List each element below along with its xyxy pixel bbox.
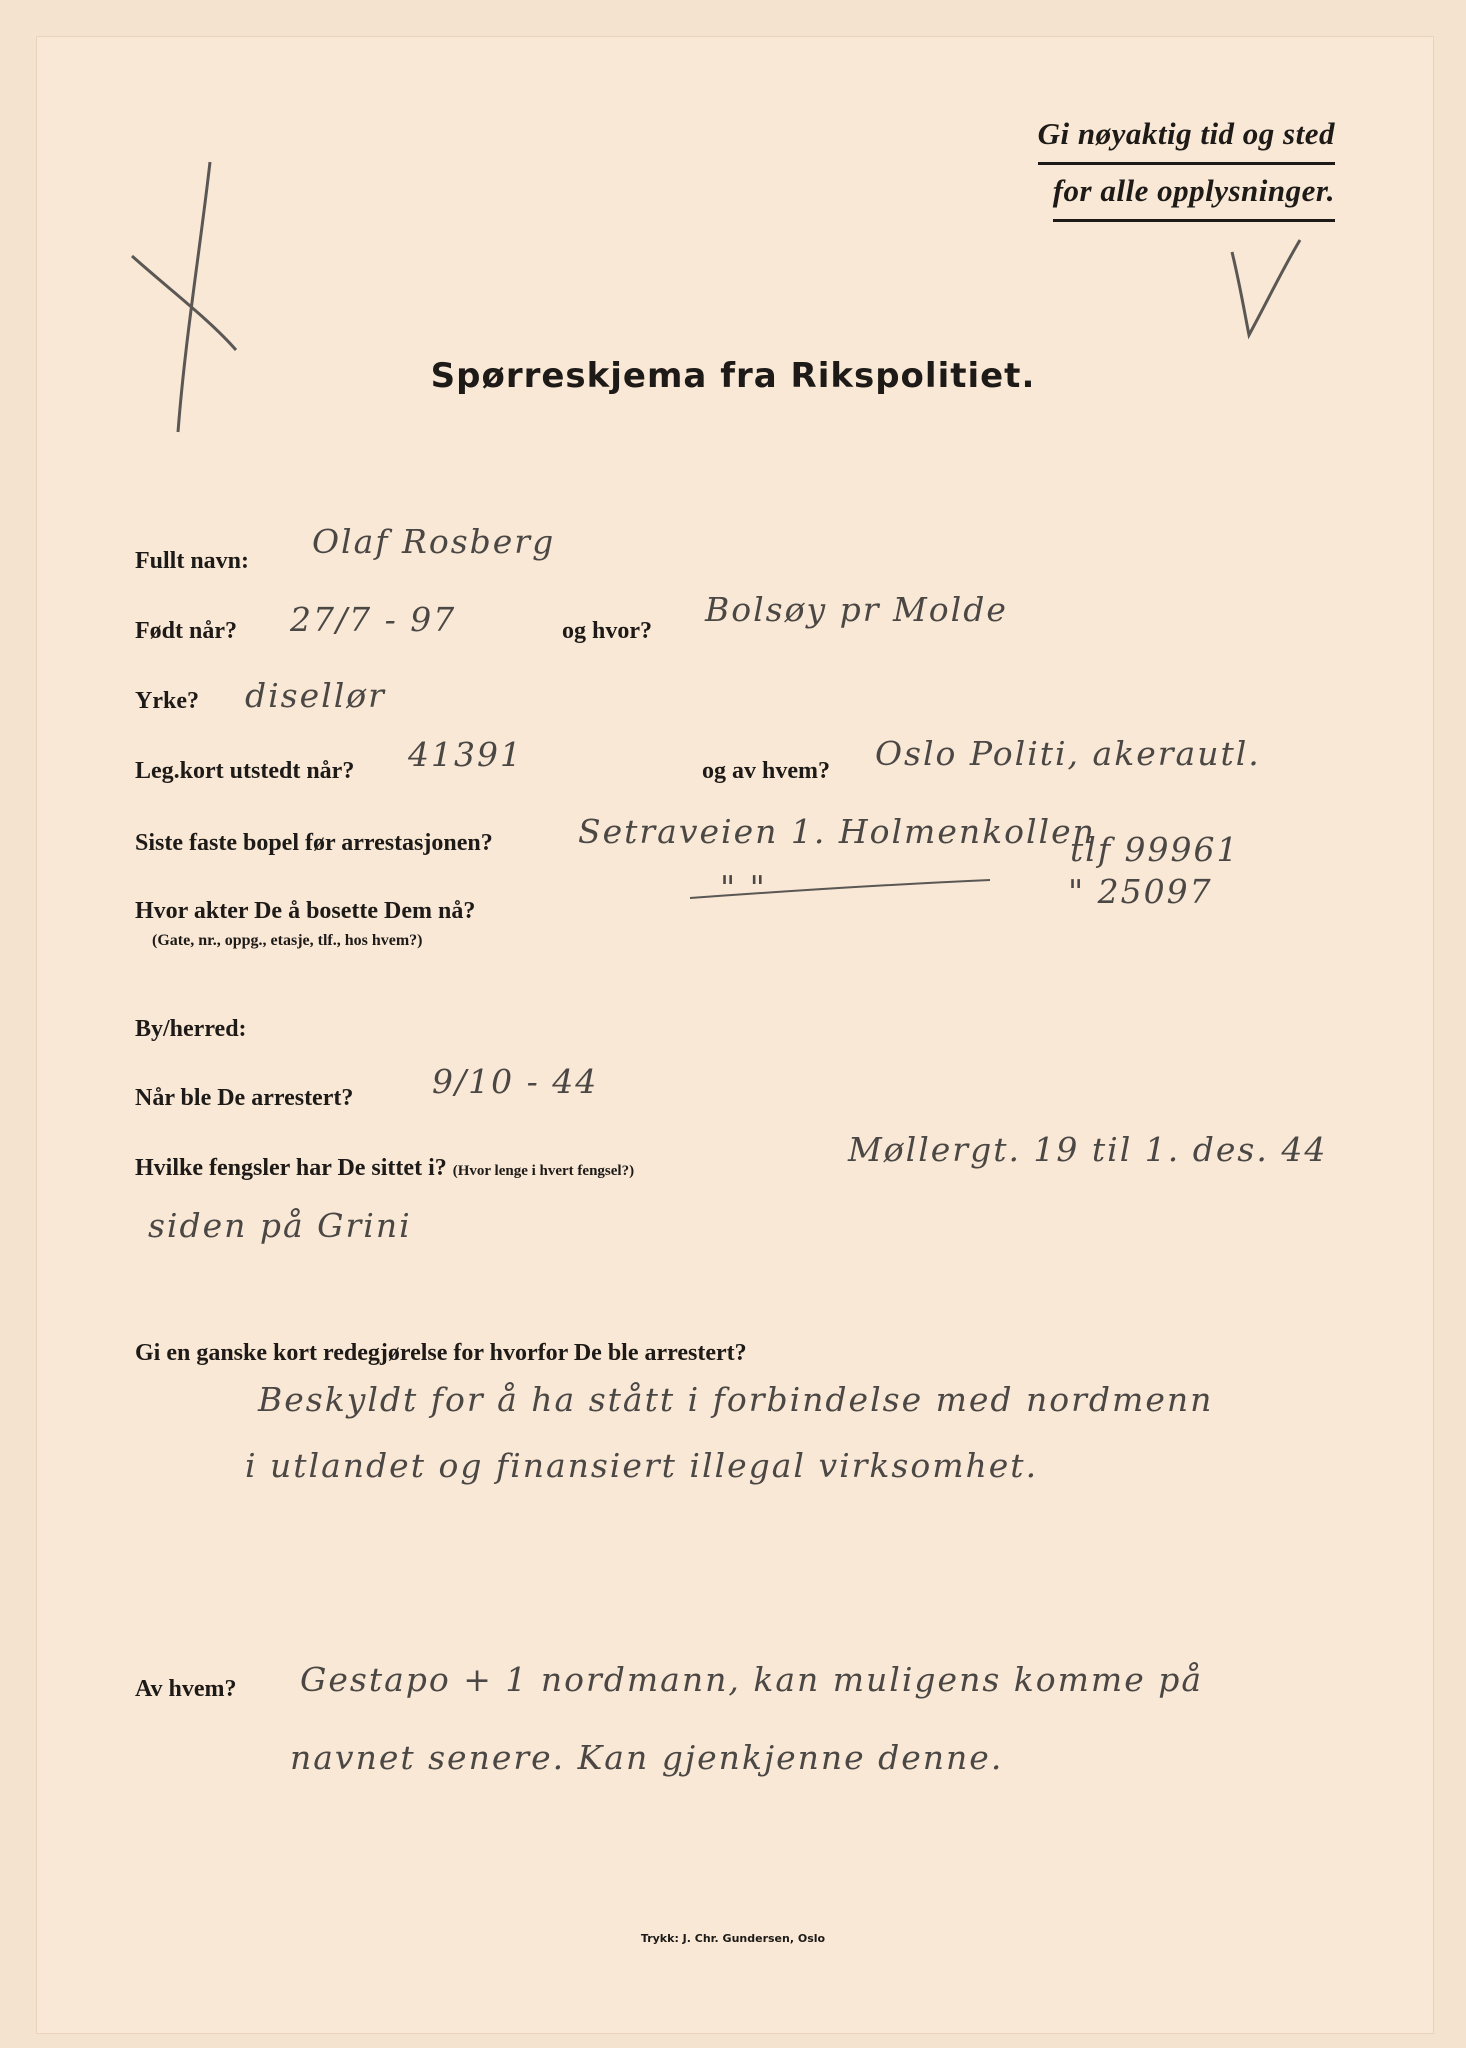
municipality-label: By/herred:: [135, 1016, 247, 1042]
prisons-label: [135, 1155, 634, 1182]
born-when-label: Født når?: [135, 618, 237, 644]
reason-value-line-1: Beskyldt for å ha stått i forbindelse med nordmenn: [258, 1380, 1214, 1419]
notice-line-1: Gi nøyaktig tid og sted: [1038, 108, 1335, 165]
settle-phone: " 25097: [1068, 872, 1213, 911]
prisons-value-line-2: siden på Grini: [148, 1206, 412, 1245]
id-issued-label: Leg.kort utstedt når?: [135, 758, 355, 784]
id-issuer-value: Oslo Politi, akerautl.: [875, 734, 1261, 773]
by-whom-value-line-1: Gestapo + 1 nordmann, kan muligens komme på: [300, 1660, 1204, 1699]
arrested-label: Når ble De arrestert?: [135, 1085, 354, 1111]
prisons-label-text: Hvilke fengsler har De sittet i?: [135, 1155, 447, 1181]
notice-line-2: for alle opplysninger.: [1053, 165, 1335, 222]
born-where-value: Bolsøy pr Molde: [705, 590, 1008, 629]
prisons-sublabel: (Hvor lenge i hvert fengsel?): [452, 1163, 635, 1179]
settle-label: Hvor akter De å bosette Dem nå?: [135, 898, 476, 924]
id-issuer-label: og av hvem?: [702, 758, 830, 784]
occupation-label: Yrke?: [135, 688, 199, 714]
name-value: Olaf Rosberg: [312, 522, 556, 561]
settle-value: " ": [720, 868, 767, 907]
settle-sublabel: (Gate, nr., oppg., etasje, tlf., hos hvem?): [152, 932, 423, 949]
prisons-value-line-1: Møllergt. 19 til 1. des. 44: [848, 1130, 1328, 1169]
born-where-label: og hvor?: [562, 618, 652, 644]
arrested-value: 9/10 - 44: [432, 1062, 599, 1101]
printer-credit: Trykk: J. Chr. Gundersen, Oslo: [640, 1932, 826, 1945]
by-whom-value-line-2: navnet senere. Kan gjenkjenne denne.: [290, 1738, 1004, 1777]
residence-label: Siste faste bopel før arrestasjonen?: [135, 830, 493, 856]
reason-value-line-2: i utlandet og finansiert illegal virksomhet.: [245, 1446, 1039, 1485]
by-whom-label: Av hvem?: [135, 1676, 237, 1702]
pencil-checkmark-icon: [1232, 240, 1300, 335]
form-title: Spørreskjema fra Rikspolitiet.: [430, 356, 1036, 396]
residence-value: Setraveien 1. Holmenkollen: [578, 812, 1096, 851]
id-issued-value: 41391: [408, 735, 523, 774]
residence-phone: tlf 99961: [1070, 830, 1240, 869]
name-label: Fullt navn:: [135, 548, 250, 574]
occupation-value: disellør: [245, 676, 386, 715]
born-when-value: 27/7 - 97: [290, 600, 457, 639]
reason-label: Gi en ganske kort redegjørelse for hvorfor De ble arrestert?: [135, 1340, 747, 1366]
